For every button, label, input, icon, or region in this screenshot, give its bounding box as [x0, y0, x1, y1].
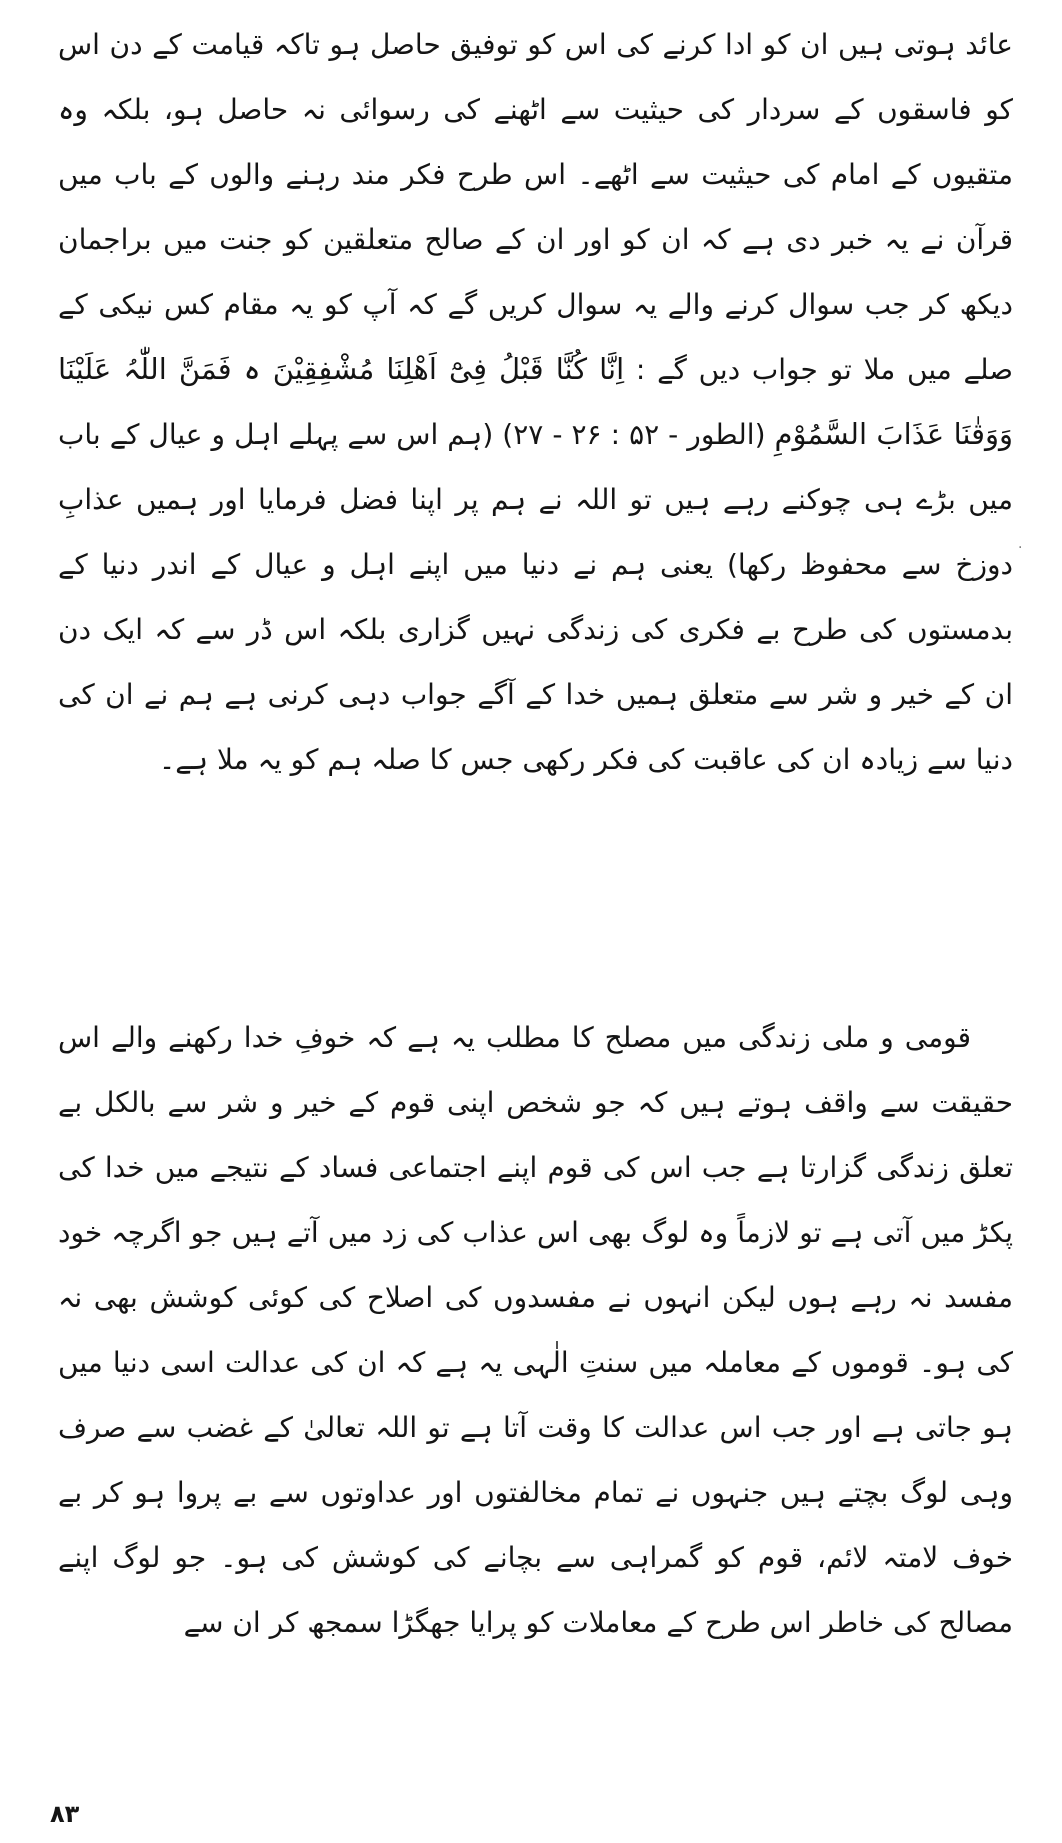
quran-verse: اِنَّا کُنَّا قَبْلُ فِیْٓ اَھْلِنَا مُشْفِقِیْنَ ہ فَمَنَّ اللّٰہُ عَلَیْنَا وَوَقٰنَا عَذَابَ السَّمُوْمِ: [58, 352, 1014, 451]
paragraph-1-tail: (ہم اس سے پہلے اہل و عیال کے باب میں بڑے ہی چوکنے رہے ہیں تو اللہ نے ہم پر اپنا فضل فرمایا اور ہمیں عذابِ دوزخ سے محفوظ رکھا) یعنی ہم نے دنیا میں اپنے اہل و عیال کے اندر دنیا کے بدمستوں کی طرح بے فکری کی زندگی نہیں گزاری بلکہ اس ڈر سے کہ ایک دن ان کے خیر و شر سے متعلق ہمیں خدا کے آگے جواب دہی کرنی ہے ہم نے ان کی دنیا سے زیادہ ان کی عاقبت کی فکر رکھی جس کا صلہ ہم کو یہ ملا ہے۔: [58, 418, 1013, 776]
margin-mark: ·: [1018, 540, 1023, 556]
paragraph-1: [58, 12, 1013, 792]
paragraph-2-text: قومی و ملی زندگی میں مصلح کا مطلب یہ ہے کہ خوفِ خدا رکھنے والے اس حقیقت سے واقف ہوتے ہیں کہ جو شخص اپنی قوم کے خیر و شر سے بالکل بے تعلق زندگی گزارتا ہے جب اس کی قوم اپنے اجتماعی فساد کے نتیجے میں خدا کی پکڑ میں آتی ہے تو لازماً وہ لوگ بھی اس عذاب کی زد میں آتے ہیں جو اگرچہ خود مفسد نہ رہے ہوں لیکن انہوں نے مفسدوں کی اصلاح کی کوئی کوشش بھی نہ کی ہو۔ قوموں کے معاملہ میں سنتِ الٰہی یہ ہے کہ ان کی عدالت اسی دنیا میں ہو جاتی ہے اور جب اس عدالت کا وقت آتا ہے تو اللہ تعالیٰ کے غضب سے صرف وہی لوگ بچتے ہیں جنہوں نے تمام مخالفتوں اور عداوتوں سے بے پروا ہو کر بے خوف لامتہ لائم، قوم کو گمراہی سے بچانے کی کوشش کی ہو۔ جو لوگ اپنے مصالح کی خاطر اس طرح کے معاملات کو پرایا جھگڑا سمجھ کر ان سے: [58, 1021, 1013, 1639]
paragraph-2: [58, 1005, 1013, 1655]
page-number: ۸۳: [50, 1800, 80, 1828]
paragraph-1-lead: عائد ہوتی ہیں ان کو ادا کرنے کی اس کو توفیق حاصل ہو تاکہ قیامت کے دن اس کو فاسقوں کے سردار کی حیثیت سے اٹھنے کی رسوائی نہ حاصل ہو، بلکہ وہ متقیوں کے امام کی حیثیت سے اٹھے۔ اس طرح فکر مند رہنے والوں کے باب میں قرآن نے یہ خبر دی ہے کہ ان کو اور ان کے صالح متعلقین کو جنت میں براجمان دیکھ کر جب سوال کرنے والے یہ سوال کریں گے کہ آپ کو یہ مقام کس نیکی کے صلے میں ملا تو جواب دیں گے :: [58, 28, 1014, 386]
verse-reference: (الطور - ۵۲ : ۲۶ - ۲۷): [502, 418, 766, 451]
